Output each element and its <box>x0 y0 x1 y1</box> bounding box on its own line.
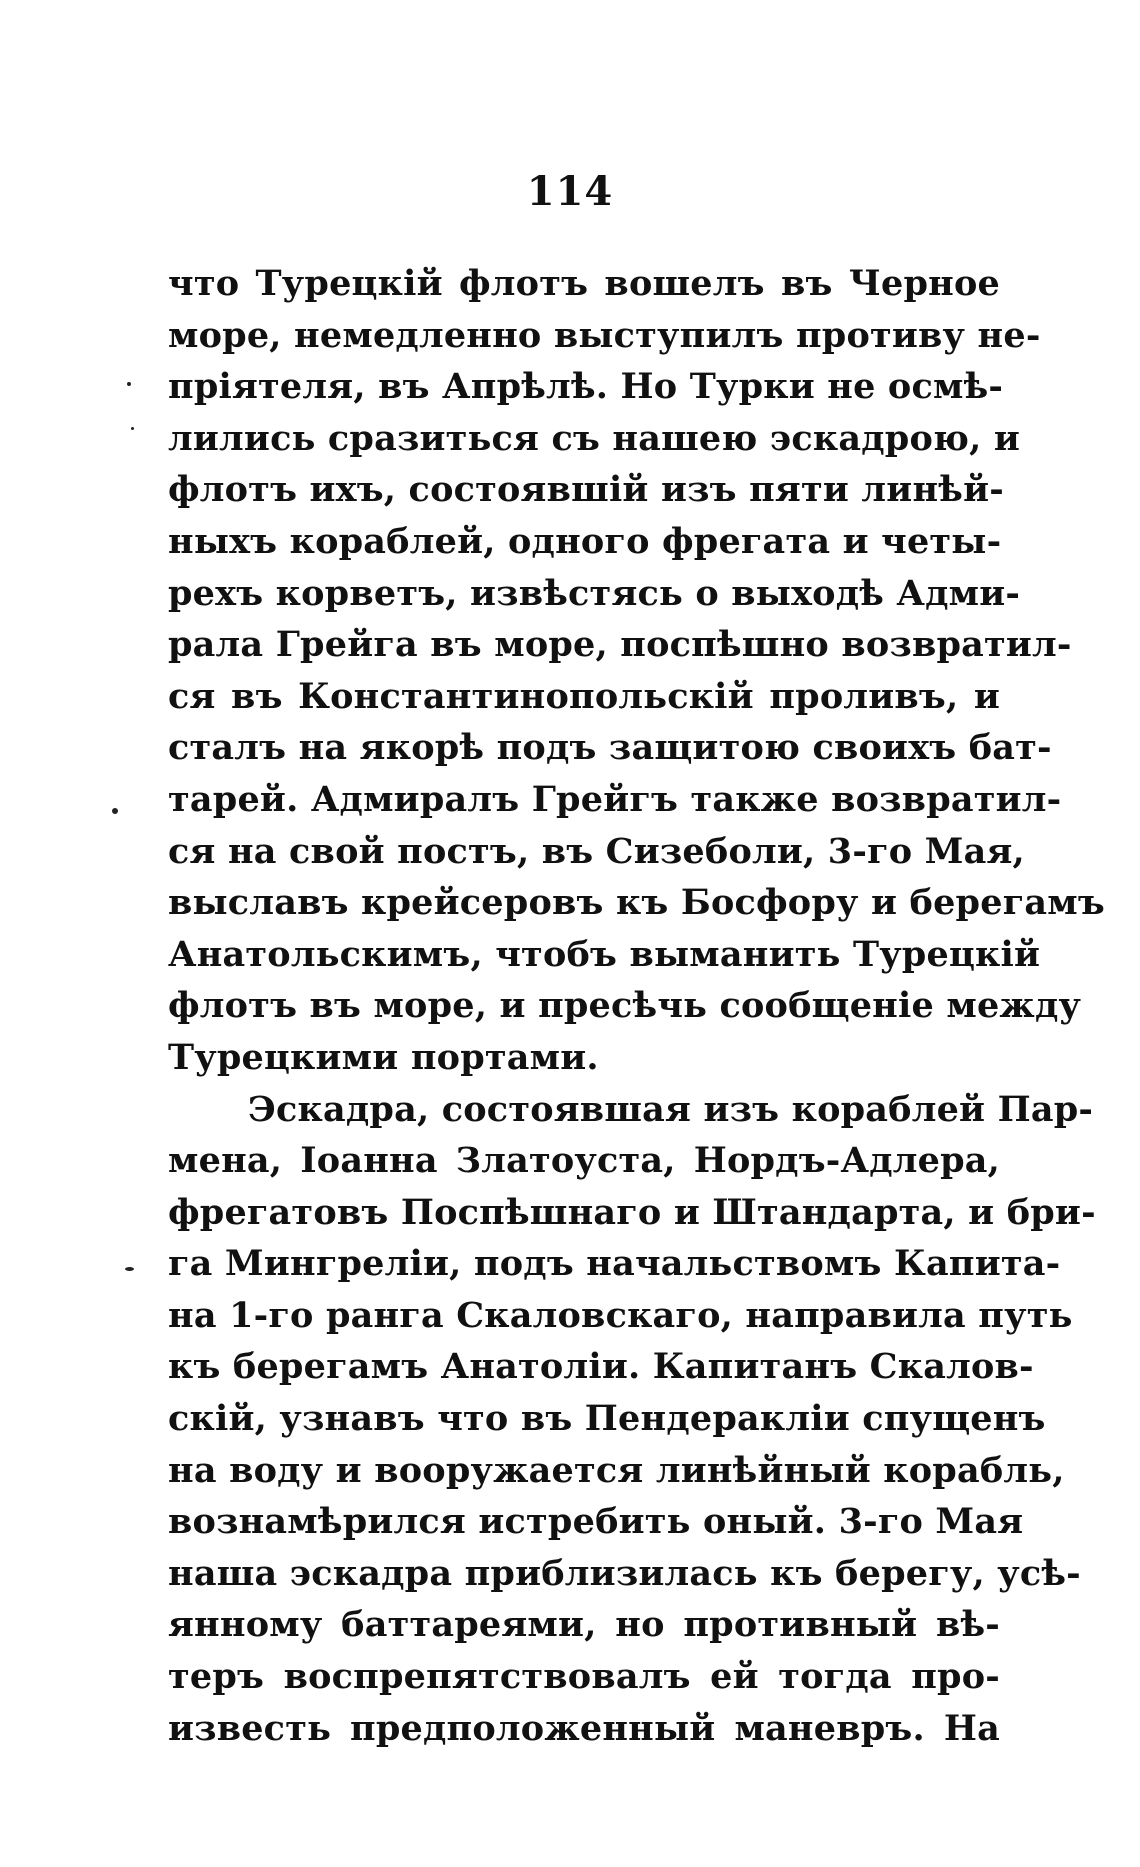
text-line: лились сразиться съ нашею эскадрою, и <box>168 417 1021 459</box>
text-line: Турецкими портами. <box>168 1036 599 1078</box>
text-line: флотъ ихъ, состоявшій изъ пяти линѣй- <box>168 469 1004 511</box>
text-line: что Турецкій флотъ вошелъ въ Черное <box>168 263 1000 304</box>
text-line: Эскадра, состоявшая изъ кораблей Пар- <box>248 1088 1094 1130</box>
text-line: вознамѣрился истребить оный. 3-го Мая <box>168 1501 1024 1543</box>
text-line: га Мингреліи, подъ начальствомъ Капита- <box>168 1243 1061 1285</box>
scan-speck <box>125 1267 134 1271</box>
text-line: ся на свой постъ, въ Сизеболи, 3-го Мая, <box>168 830 1025 872</box>
text-line: ся въ Константинопольскій проливъ, и <box>168 675 1000 717</box>
text-line: наша эскадра приблизилась къ берегу, усѣ- <box>168 1552 1081 1594</box>
scan-speck <box>131 427 134 430</box>
page-number: 114 <box>526 168 614 215</box>
text-line: теръ воспрепятствовалъ ей тогда про- <box>168 1656 1000 1698</box>
text-line: тарей. Адмиралъ Грейгъ также возвратил- <box>168 778 1062 820</box>
text-line: рала Грейга въ море, поспѣшно возвратил- <box>168 624 1072 666</box>
text-line: къ берегамъ Анатоліи. Капитанъ Скалов- <box>168 1346 1034 1388</box>
body-text <box>168 258 1105 1754</box>
paragraph-2 <box>168 1084 1096 1755</box>
text-line: флотъ въ море, и пресѣчь сообщеніе между <box>168 985 1082 1027</box>
text-line: ныхъ кораблей, одного фрегата и четы- <box>168 520 1002 562</box>
text-line: фрегатовъ Поспѣшнаго и Штандарта, и бри- <box>168 1191 1096 1233</box>
paragraph-1 <box>168 258 1105 1084</box>
scan-speck <box>112 808 118 814</box>
scan-speck <box>127 382 131 386</box>
text-line: известь предположенный маневръ. На <box>168 1707 1000 1749</box>
text-line: скій, узнавъ что въ Пендеракліи спущенъ <box>168 1398 1046 1440</box>
text-line: пріятеля, въ Апрѣлѣ. Но Турки не осмѣ- <box>168 366 1004 408</box>
text-line: на воду и вооружается линѣйный корабль, <box>168 1449 1065 1491</box>
text-line: янному баттареями, но противный вѣ- <box>168 1604 1000 1646</box>
text-line: мена, Іоанна Златоуста, Нордъ-Адлера, <box>168 1140 1000 1182</box>
text-line: Анатольскимъ, чтобъ выманить Турецкій <box>168 933 1041 975</box>
text-line: рехъ корветъ, извѣстясь о выходѣ Адми- <box>168 572 1021 614</box>
text-line: море, немедленно выступилъ противу не- <box>168 314 1041 356</box>
text-line: на 1-го ранга Скаловскаго, направила путь <box>168 1294 1073 1336</box>
text-line: выславъ крейсеровъ къ Босфору и берегамъ <box>168 882 1105 924</box>
text-line: сталъ на якорѣ подъ защитою своихъ бат- <box>168 727 1052 769</box>
